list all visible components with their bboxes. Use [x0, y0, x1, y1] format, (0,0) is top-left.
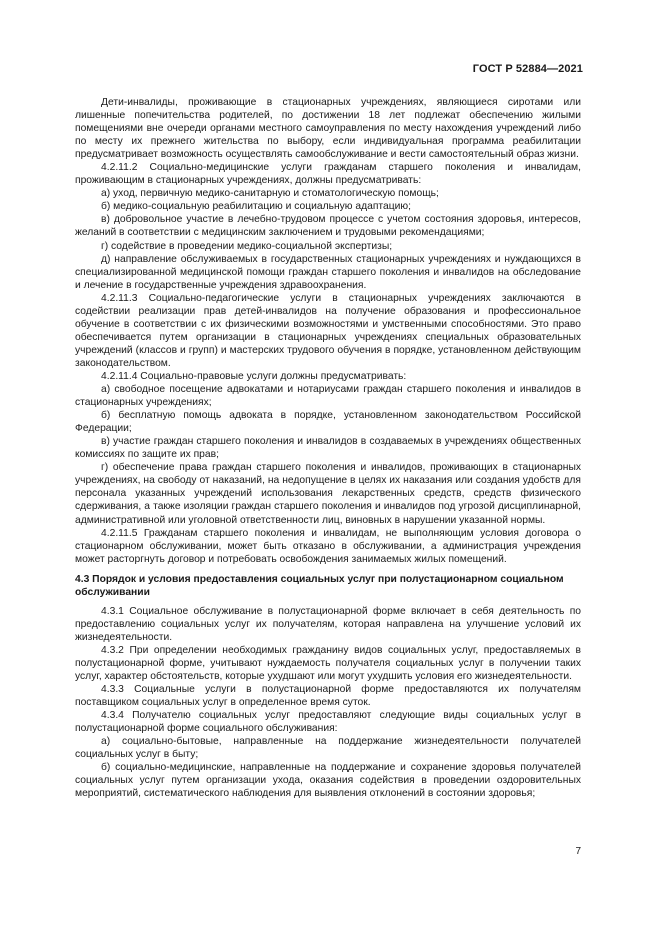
- paragraph: а) социально-бытовые, направленные на поддержание жизнедеятельности получателей социальных услуг в быту;: [75, 736, 581, 761]
- paragraph: а) уход, первичную медико-санитарную и стоматологическую помощь;: [101, 188, 439, 200]
- paragraph: в) участие граждан старшего поколения и инвалидов в создаваемых в учреждениях общественных комиссиях по защите их прав;: [75, 436, 581, 461]
- paragraph: 4.2.11.5 Гражданам старшего поколения и инвалидам, не выполняющим условия договора о стационарном обслуживании, может быть отказано в обслуживании, а администрация учреждения может расторгнуть договор и потребовать освобождения занимаемых жилых помещений.: [75, 527, 581, 565]
- paragraph: б) бесплатную помощь адвоката в порядке, установленном законодательством Российской Федерации;: [75, 410, 581, 435]
- paragraph: б) медико-социальную реабилитацию и социальную адаптацию;: [101, 201, 411, 213]
- document-body: [75, 96, 581, 800]
- paragraph: 4.3.1 Социальное обслуживание в полустационарной форме включает в себя деятельность по предоставлению социальных услуг их получателям, которая направлена на улучшение условий их жизнедеятельности.: [75, 605, 581, 643]
- paragraph: г) обеспечение права граждан старшего поколения и инвалидов, проживающих в стационарных учреждениях, на свободу от наказаний, на недопущение в целях их наказания или создания удобств для персонала указанных учреждений использования лекарственных средств, средств физического сдерживания, а также изоляции граждан старшего поколения и инвалидов под угрозой дисциплинарной, административной или уголовной ответственности лиц, виновных в нарушении указанной нормы.: [75, 462, 581, 526]
- paragraph: а) свободное посещение адвокатами и нотариусами граждан старшего поколения и инвалидов в стационарных учреждениях;: [75, 384, 581, 409]
- paragraph: б) социально-медицинские, направленные на поддержание и сохранение здоровья получателей социальных услуг путем организации ухода, оказания содействия в проведении оздоровительных мероприятий, систематического наблюдения для выявления отклонений в состоянии здоровья;: [75, 762, 581, 800]
- paragraph: Дети-инвалиды, проживающие в стационарных учреждениях, являющиеся сиротами или лишенные попечительства родителей, по достижении 18 лет подлежат обеспечению жилыми помещениями вне очереди органами местного самоуправления по месту нахождения учреждений либо по месту их прежнего жительства по выбору, если индивидуальная программа реабилитации предусматривает возможность осуществлять самообслуживание и вести самостоятельный образ жизни.: [75, 97, 581, 161]
- page-number: 7: [575, 846, 581, 857]
- standard-header: ГОСТ Р 52884—2021: [472, 63, 583, 75]
- paragraph: 4.2.11.3 Социально-педагогические услуги в стационарных учреждениях заключаются в содействии реализации прав детей-инвалидов на получение образования и профессиональное обучение в соответствии с их физическими возможностями и умственными способностями. Это право обеспечивается путем организации в стационарных учреждениях специальных образовательных учреждений (классов и групп) и мастерских трудового обучения в порядке, установленном действующим законодательством.: [75, 292, 581, 369]
- paragraph: 4.2.11.2 Социально-медицинские услуги гражданам старшего поколения и инвалидам, проживающим в стационарных учреждениях, должны предусматривать:: [75, 162, 581, 187]
- paragraph: д) направление обслуживаемых в государственных стационарных учреждениях и нуждающихся в специализированной медицинской помощи граждан старшего поколения и инвалидов на обследование и лечение в государственные учреждения здравоохранения.: [75, 253, 581, 291]
- paragraph: 4.3.2 При определении необходимых гражданину видов социальных услуг, предоставляемых в полустационарной форме, учитывают нуждаемость получателя социальных услуг в получении таких услуг, характер обстоятельств, которые ухудшают или могут ухудшить условия его жизнедеятельности.: [75, 644, 581, 683]
- paragraph: в) добровольное участие в лечебно-трудовом процессе с учетом состояния здоровья, интересов, желаний в соответствии с медицинским заключением и трудовыми рекомендациями;: [75, 214, 581, 239]
- section-heading: 4.3 Порядок и условия предоставления социальных услуг при полустационарном социальном обслуживании: [75, 573, 564, 598]
- paragraph: 4.3.3 Социальные услуги в полустационарной форме предоставляются их получателям поставщиком социальных услуг в определенное время суток.: [75, 684, 581, 709]
- paragraph: г) содействие в проведении медико-социальной экспертизы;: [101, 240, 393, 252]
- paragraph: 4.3.4 Получателю социальных услуг предоставляют следующие виды социальных услуг в полустационарной форме социального обслуживания:: [75, 710, 581, 735]
- paragraph: 4.2.11.4 Социально-правовые услуги должны предусматривать:: [101, 370, 407, 382]
